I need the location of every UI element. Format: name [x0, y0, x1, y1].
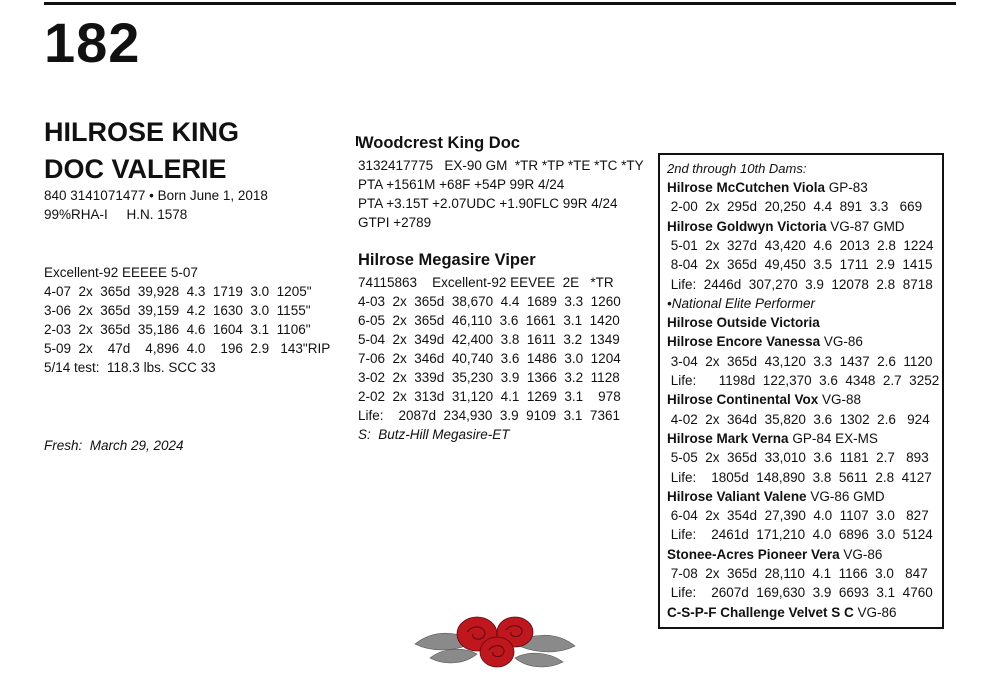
- pedigree-dam-name-text: Hilrose McCutchen Viola: [667, 180, 826, 195]
- pedigree-dam-name: [667, 545, 882, 564]
- sire-name: Woodcrest King Doc: [358, 134, 520, 152]
- pedigree-dam-name: [667, 390, 861, 409]
- lot-number: 182: [44, 11, 141, 74]
- pedigree-dam-name: [667, 217, 905, 236]
- pedigree-dam-name: [667, 603, 897, 622]
- pedigree-record: Life: 1198d 122,370 3.6 4348 2.7 3252: [667, 373, 940, 388]
- pedigree-dam-classification: VG-86 GMD: [806, 488, 885, 504]
- dam-sire: S: Butz-Hill Megasire-ET: [358, 427, 510, 442]
- pedigree-dam-name-text: Hilrose Continental Vox: [667, 392, 819, 408]
- pedigree-record: Life: 2461d 171,210 4.0 6896 3.0 5124: [667, 527, 933, 543]
- dam-classification: 74115863 Excellent-92 EEVEE 2E *TR: [358, 275, 614, 290]
- pedigree-dam-name: [667, 332, 863, 351]
- pedigree-record: Life: 1805d 148,890 3.8 5611 2.8 4127: [667, 469, 932, 485]
- animal-name-line2: DOC VALERIE: [44, 154, 227, 184]
- pedigree-dam-classification: VG-86: [820, 334, 863, 350]
- dam-record: 3-02 2x 339d 35,230 3.9 1366 3.2 1128: [358, 370, 620, 385]
- pedigree-dam-classification: GP-83: [825, 180, 868, 195]
- dam-life-record: Life: 2087d 234,930 3.9 9109 3.1 7361: [358, 408, 620, 423]
- pedigree-record: Life: 2607d 169,630 3.9 6693 3.1 4760: [667, 585, 933, 601]
- dam-record: 2-02 2x 313d 31,120 4.1 1269 3.1 978: [358, 389, 621, 404]
- top-rule: [44, 2, 956, 5]
- animal-classification: Excellent-92 EEEEE 5-07: [44, 265, 198, 280]
- pedigree-record: Life: 2446d 307,270 3.9 12078 2.8 8718: [667, 276, 933, 292]
- dam-record: 4-03 2x 365d 38,670 4.4 1689 3.3 1260: [358, 294, 621, 309]
- animal-rha: 99%RHA-I H.N. 1578: [44, 207, 188, 222]
- pedigree-dam-classification: VG-87 GMD: [826, 218, 905, 234]
- pedigree-dam-name-text: C-S-P-F Challenge Velvet S C: [667, 604, 854, 620]
- pedigree-dam-classification: VG-86: [853, 604, 897, 620]
- animal-record: 5-09 2x 47d 4,896 4.0 196 2.9 143"RIP: [44, 341, 331, 356]
- pedigree-record: 8-04 2x 365d 49,450 3.5 1711 2.9 1415: [667, 257, 933, 273]
- animal-name-line1: HILROSE KING: [44, 117, 240, 147]
- dam-record: 7-06 2x 346d 40,740 3.6 1486 3.0 1204: [358, 351, 621, 366]
- pedigree-dam-classification: GP-84 EX-MS: [788, 430, 878, 446]
- pedigree-dam-name: [667, 313, 820, 332]
- rose-ornament-icon: [405, 606, 585, 676]
- animal-record: 4-07 2x 365d 39,928 4.3 1719 3.0 1205": [44, 284, 312, 299]
- pedigree-record: 5-01 2x 327d 43,420 4.6 2013 2.8 1224: [667, 237, 934, 253]
- pedigree-dam-classification: VG-88: [818, 392, 862, 408]
- pedigree-dam-name: [667, 178, 868, 197]
- pedigree-note: •National Elite Performer: [667, 295, 816, 311]
- sire-line: 3132417775 EX-90 GM *TR *TP *TE *TC *TY: [358, 158, 644, 173]
- pedigree-heading: 2nd through 10th Dams:: [667, 161, 807, 176]
- pedigree-record: 6-04 2x 354d 27,390 4.0 1107 3.0 827: [667, 508, 929, 524]
- pedigree-record: 7-08 2x 365d 28,110 4.1 1166 3.0 847: [667, 566, 928, 581]
- pedigree-dam-classification: VG-86: [839, 546, 883, 562]
- animal-record: 2-03 2x 365d 35,186 4.6 1604 3.1 1106": [44, 322, 311, 337]
- pedigree-dam-name-text: Hilrose Outside Victoria: [667, 315, 820, 331]
- pedigree-dam-name: [667, 487, 885, 506]
- pedigree-dam-name-text: Hilrose Valiant Valene: [667, 488, 807, 504]
- sire-line: PTA +1561M +68F +54P 99R 4/24: [358, 177, 565, 192]
- pedigree-record: 2-00 2x 295d 20,250 4.4 891 3.3 669: [667, 199, 923, 215]
- animal-id-birth: 840 3141071477 • Born June 1, 2018: [44, 188, 268, 203]
- sire-line: GTPI +2789: [358, 215, 432, 230]
- dam-name: Hilrose Megasire Viper: [358, 251, 536, 269]
- pedigree-dam-name-text: Hilrose Goldwyn Victoria: [667, 218, 827, 234]
- pedigree-dam-name-text: Hilrose Mark Verna: [667, 430, 789, 446]
- dam-record: 5-04 2x 349d 42,400 3.8 1611 3.2 1349: [358, 332, 620, 347]
- pedigree-dam-name-text: Stonee-Acres Pioneer Vera: [667, 546, 840, 562]
- dam-record: 6-05 2x 365d 46,110 3.6 1661 3.1 1420: [358, 313, 620, 328]
- pedigree-record: 3-04 2x 365d 43,120 3.3 1437 2.6 1120: [667, 353, 933, 369]
- pedigree-record: 4-02 2x 364d 35,820 3.6 1302 2.6 924: [667, 411, 930, 427]
- sire-line: PTA +3.15T +2.07UDC +1.90FLC 99R 4/24: [358, 196, 618, 211]
- pedigree-record: 5-05 2x 365d 33,010 3.6 1181 2.7 893: [667, 450, 929, 466]
- pedigree-dam-name-text: Hilrose Encore Vanessa: [667, 334, 821, 350]
- pedigree-dam-name: [667, 429, 878, 448]
- fresh-date: Fresh: March 29, 2024: [44, 438, 184, 453]
- animal-test: 5/14 test: 118.3 lbs. SCC 33: [44, 360, 216, 375]
- animal-record: 3-06 2x 365d 39,159 4.2 1630 3.0 1155": [44, 303, 311, 318]
